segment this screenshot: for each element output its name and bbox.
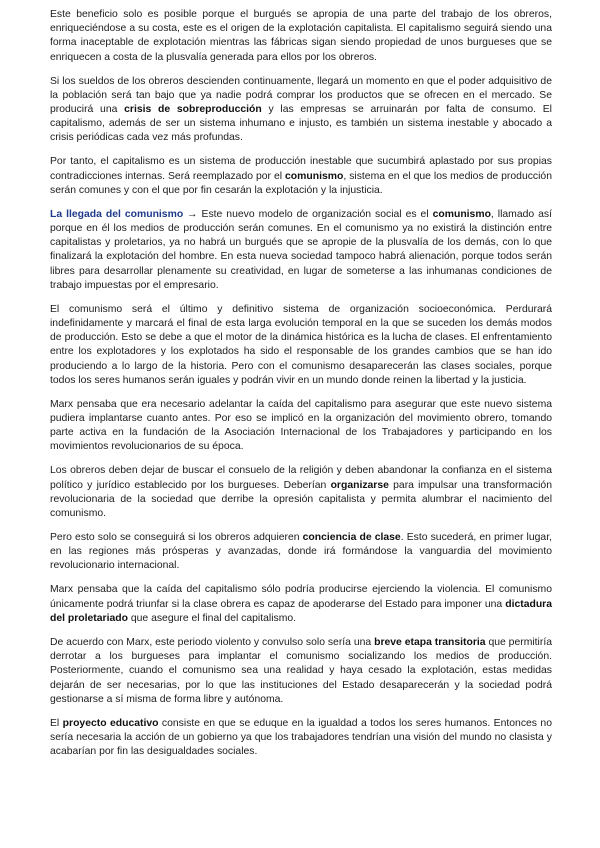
- text-run: , sistema en el que los medios de producción serán comunes y con el que por fin cesarán la explotación y la injusticia.: [50, 170, 552, 196]
- text-run: Si los sueldos de los obreros descienden continuamente, llegará un momento en que el poder adquisitivo de la población será tan bajo que ya nadie podrá comprar los productos que se ofrecen en el mercado. Se producirá una: [50, 75, 552, 116]
- text-run: Pero esto solo se conseguirá si los obreros adquieren: [50, 532, 303, 544]
- paragraph-6: [50, 398, 552, 455]
- text-run: consiste en que se eduque en la igualdad a todos los seres humanos. Entonces no sería necesaria la acción de un gobierno ya que los trabajadores tendrían una visión del mundo no clasista y acabarían por fin las desigualdades sociales.: [50, 717, 552, 758]
- text-run: El comunismo será el último y definitivo sistema de organización socioeconómica. Perdurará indefinidamente y marcará el final de esta larga evolución temporal en la que se suceden los demás modos de producción. Esto se debe a que el motor de la dinámica histórica es la lucha de clases. El enfrentamiento entre los explotadores y los explotados ha sido el responsable de los grandes cambios que se han ido produciendo a lo largo de la historia. Pero con el comunismo desaparecerán las clases sociales, porque todos los seres humanos serán iguales y podrán vivir en un mundo donde reinen la libertad y la justicia.: [50, 303, 552, 386]
- text-run: que permitiría derrotar a los burgueses para implantar el comunismo socializando los medios de producción. Posteriormente, cuando el comunismo sea una realidad y haya cesado la explotación, estas medidas dejarán de ser necesarias, por lo que las instituciones del Estado desaparecerán y la sociedad podrá gestionarse a sí misma de forma libre y autónoma.: [50, 636, 552, 705]
- text-run: Marx pensaba que la caída del capitalismo sólo podría producirse ejerciendo la violencia. El comunismo únicamente podrá triunfar si la clase obrera es capaz de apoderarse del Estado para imponer una: [50, 584, 552, 610]
- text-run: Por tanto, el capitalismo es un sistema de producción inestable que sucumbirá aplastado por sus propias contradicciones internas. Será reemplazado por el: [50, 156, 552, 182]
- document-page: [50, 8, 552, 769]
- bold-term-breve-etapa-transitoria: breve etapa transitoria: [374, 636, 486, 648]
- paragraph-3: [50, 155, 552, 198]
- paragraph-2: [50, 75, 552, 146]
- bold-term-conciencia-de-clase: conciencia de clase: [302, 532, 401, 544]
- text-run: que asegure el final del capitalismo.: [127, 612, 297, 624]
- text-run: . Esto sucederá, en primer lugar, en las regiones más prósperas y avanzadas, donde irá formándose la vanguardia del movimiento revolucionario internacional.: [50, 532, 552, 572]
- paragraph-9: [50, 583, 552, 626]
- paragraph-5: [50, 303, 552, 388]
- paragraph-4: [50, 208, 552, 293]
- bold-term-comunismo: comunismo: [432, 208, 491, 220]
- paragraph-10: [50, 636, 552, 707]
- paragraph-8: [50, 531, 552, 574]
- text-run: Marx pensaba que era necesario adelantar la caída del capitalismo para asegurar que este nuevo sistema pudiera implantarse cuanto antes. Por eso se implicó en la organización del movimiento obrero, tomando parte activa en la fundación de la Asociación Internacional de los Trabajadores y participando en los movimientos revolucionarios de su época.: [50, 398, 552, 453]
- text-run: De acuerdo con Marx, este periodo violento y convulso solo sería una: [50, 636, 375, 648]
- text-run: → Este nuevo modelo de organización social es el: [183, 208, 433, 220]
- paragraph-1: [50, 8, 552, 65]
- text-run: y las empresas se arruinarán por falta de consumo. El capitalismo, además de ser un sistema inhumano e injusto, es también un sistema inestable y abocado a crisis periódicas cada vez más profundas.: [50, 104, 552, 144]
- paragraph-11: [50, 717, 552, 760]
- section-lead-la-llegada-del-comunismo: La llegada del comunismo: [50, 208, 184, 220]
- text-run: El: [50, 717, 63, 729]
- bold-term-comunismo: comunismo: [285, 170, 344, 182]
- text-run: , llamado así porque en él los medios de producción serán comunes. En el comunismo ya no existirá la distinción entre capitalistas y proletarios, ya no habrá un burgués que se apropie de la plusvalía de los demás, con lo que finalizará la explotación del hombre. En esta nueva sociedad tampoco habrá alienación, porque todos serán libres para desarrollar plenamente su creatividad, en lugar de someterse a las inhumanas condiciones de trabajo impuestas por el empresario.: [50, 208, 553, 291]
- bold-term-organizarse: organizarse: [330, 479, 389, 491]
- paragraph-7: [50, 464, 552, 521]
- bold-term-dictadura-del-proletariado: dictadura del proletariado: [50, 598, 552, 624]
- bold-term-proyecto-educativo: proyecto educativo: [62, 717, 159, 729]
- text-run: Este beneficio solo es posible porque el burgués se apropia de una parte del trabajo de los obreros, enriqueciéndose a su costa, este es el origen de la explotación capitalista. El capitalismo seguirá siendo una forma inaceptable de explotación mientras las fábricas sigan siendo propiedad de unos burgueses que se enriquecen a costa de la plusvalía generada para ellos por los obreros.: [50, 9, 552, 63]
- text-run: Los obreros deben dejar de buscar el consuelo de la religión y deben abandonar la confianza en el sistema político y jurídico establecido por los burgueses. Deberían: [50, 465, 552, 491]
- bold-term-crisis-de-sobreproduccion: crisis de sobreproducción: [124, 104, 262, 116]
- text-run: para impulsar una transformación revolucionaria de la sociedad que derribe la opresión capitalista y permita alumbrar el nacimiento del comunismo.: [50, 479, 552, 520]
